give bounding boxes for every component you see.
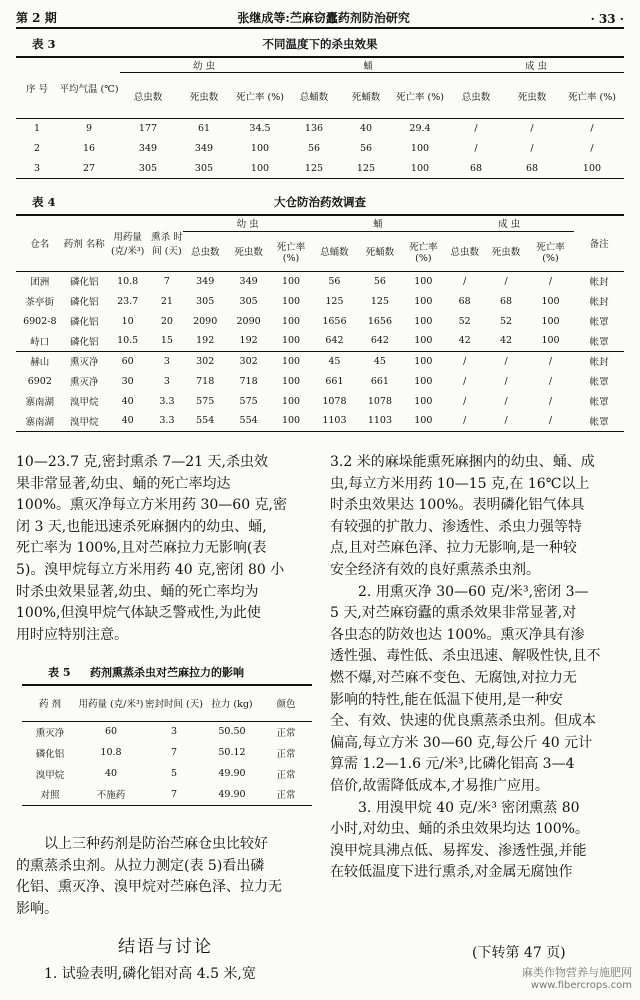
table3-title: 不同温度下的杀虫效果 <box>262 37 378 51</box>
table-cell: 100 <box>281 355 301 367</box>
table-cell: 52 <box>458 315 471 327</box>
table-cell: 10.5 <box>117 335 139 347</box>
table-row <box>16 291 624 311</box>
continued-note: (下转第 47 页) <box>472 945 566 961</box>
table-cell: 575 <box>196 395 215 407</box>
table-cell: 60 <box>121 355 134 367</box>
table3 <box>16 56 624 179</box>
table4-label: 表 4 <box>32 195 56 209</box>
table-cell: 帐罩 <box>589 336 609 348</box>
table-cell: 3 <box>170 726 178 738</box>
table-cell: 302 <box>196 355 215 367</box>
table-cell: 寨南湖 <box>25 416 55 428</box>
table-row <box>22 763 312 784</box>
table-cell: 1103 <box>367 415 392 427</box>
text-line: 燃不爆,对苎麻不变色、无腐蚀,对拉力无 <box>330 669 577 686</box>
t4-h-dead: 死虫数 <box>234 247 263 258</box>
table-cell: 68 <box>469 162 483 174</box>
t3-h-rate3: 死亡率 (%) <box>568 91 616 103</box>
t3-h-dpupa: 死蛹数 <box>351 91 381 103</box>
table-cell: 溴甲烷 <box>69 397 99 408</box>
table-cell: 7 <box>170 747 178 758</box>
table-cell: / <box>504 275 508 287</box>
t3-h-dead2: 死虫数 <box>517 91 547 103</box>
table-cell: 1656 <box>322 315 347 327</box>
table-cell: 349 <box>194 143 214 154</box>
table-cell: 349 <box>138 143 158 154</box>
table-cell: 68 <box>458 295 471 307</box>
text-line: 影响的特性,能在低温下使用,是一种安 <box>330 691 563 708</box>
text-line: 虫,每立方米用药 10—15 克,在 16℃以上 <box>330 475 590 492</box>
table-cell: 192 <box>196 335 215 347</box>
table-cell: 帐罩 <box>589 377 609 388</box>
table-cell: / <box>504 415 508 427</box>
table-cell: 305 <box>194 162 214 174</box>
table-row <box>16 351 624 371</box>
text-line: 小时,对幼虫、蛹的杀虫效果均达 100%。 <box>330 821 589 838</box>
table-cell: 1656 <box>367 315 392 327</box>
text-line: 时杀虫效果显著,幼虫、蛹的死亡率均为 <box>16 583 259 600</box>
table-cell: 642 <box>370 335 389 347</box>
table5 <box>22 684 312 806</box>
running-title: 张继成等:苎麻窃蠹药剂防治研究 <box>237 11 410 25</box>
table-cell: 帐封 <box>589 357 609 369</box>
table-cell: 575 <box>239 395 258 407</box>
table-cell: 帐封 <box>589 297 609 308</box>
text-line: 在较低温度下进行熏杀,对金属无腐蚀作 <box>330 864 573 881</box>
table-cell: 42 <box>500 335 513 347</box>
table-cell: 177 <box>138 123 158 135</box>
table-cell: 正常 <box>276 790 296 802</box>
table-cell: 349 <box>239 275 258 287</box>
table-cell: 正常 <box>276 769 296 781</box>
text-line: 闭 3 天,也能迅速杀死麻捆内的幼虫、蛹, <box>16 518 267 535</box>
table-row <box>16 331 624 351</box>
table-row <box>22 721 312 742</box>
table-cell: 61 <box>197 123 211 135</box>
table-cell: 305 <box>138 162 158 174</box>
table-cell: 6902 <box>27 375 52 387</box>
table-cell: 52 <box>500 315 513 327</box>
text-line: 点,且对苎麻色泽、拉力无影响,是一种较 <box>330 540 577 557</box>
table-cell: / <box>474 143 478 154</box>
table-cell: 554 <box>196 415 215 427</box>
issue-number: 第 2 期 <box>16 11 57 25</box>
table-cell: 21 <box>160 295 173 307</box>
table-row <box>16 119 624 139</box>
table-cell: 7 <box>170 788 178 800</box>
table-cell: 642 <box>325 335 344 347</box>
table-cell: 56 <box>328 275 341 287</box>
table-cell: 赫山 <box>30 357 50 369</box>
t4-h-dpupa: 死蛹数 <box>365 247 395 258</box>
table-cell: / <box>504 395 508 407</box>
text-line: 10—23.7 克,密封熏杀 7—21 天,杀虫效 <box>16 454 268 470</box>
table-cell: 3 <box>163 355 170 367</box>
table-cell: 136 <box>304 123 324 135</box>
table-cell: 68 <box>500 295 513 307</box>
table-cell: 40 <box>359 123 373 135</box>
t4-h-rate: 死亡率 (%) <box>276 241 306 264</box>
table-cell: 溴甲烷 <box>35 769 65 781</box>
table-cell: 718 <box>239 375 258 387</box>
table-cell: / <box>463 355 467 367</box>
table-cell: 100 <box>410 162 430 174</box>
watermark-url: www.fibercrops.com <box>530 980 632 991</box>
page-number: · 33 · <box>590 12 624 26</box>
text-line: 时杀虫效果达 100%。表明磷化铝气体具 <box>330 497 585 514</box>
table-cell: 100 <box>414 275 433 287</box>
table-cell: 661 <box>325 375 344 387</box>
table-cell: / <box>530 143 534 154</box>
table-cell: 45 <box>373 355 386 367</box>
t4-g-pupa: 蛹 <box>312 215 444 231</box>
t3-h-tpupa: 总蛹数 <box>299 91 329 103</box>
text-line: 溴甲烷具沸点低、易挥发、渗透性强,并能 <box>330 842 587 859</box>
table4-title: 大仓防治药效调查 <box>274 195 366 209</box>
table-cell: 团洲 <box>30 277 50 289</box>
table-cell: / <box>590 123 594 135</box>
table-cell: / <box>590 143 594 154</box>
text-line: 有较强的扩散力、渗透性、杀虫力强等特 <box>330 518 582 535</box>
table-cell: 帐罩 <box>589 317 609 328</box>
table-cell: 100 <box>281 395 301 407</box>
running-header <box>16 4 624 26</box>
table-cell: 100 <box>281 295 301 307</box>
table-cell: / <box>504 355 508 367</box>
t3-h-total: 总虫数 <box>133 91 163 103</box>
t3-h-temp: 平均气温 (℃) <box>58 57 120 119</box>
table-cell: 29.4 <box>409 123 431 135</box>
left-column-paragraph-3 <box>16 964 314 986</box>
t5-h-agent: 药 剂 <box>38 699 62 711</box>
table-cell: 34.5 <box>249 123 271 135</box>
text-line: 3. 用溴甲烷 40 克/米³ 密闭熏蒸 80 <box>358 799 580 816</box>
table-cell: 42 <box>458 335 471 347</box>
table-cell: 磷化铝 <box>69 277 99 289</box>
t4-h-time: 熏杀 时间 (天) <box>150 215 183 271</box>
table-row <box>22 784 312 805</box>
table-row <box>16 311 624 331</box>
table-row <box>16 159 624 179</box>
table-cell: 峙口 <box>30 336 50 348</box>
table-cell: 27 <box>82 162 96 174</box>
table-cell: 100 <box>281 315 301 327</box>
t5-h-color: 颜色 <box>276 699 296 711</box>
table-cell: 3 <box>163 375 170 387</box>
table-cell: 100 <box>410 143 430 154</box>
table-cell: 100 <box>281 415 301 427</box>
t4-body-a <box>16 271 624 351</box>
table-cell: 正常 <box>276 748 296 760</box>
table-row <box>16 139 624 159</box>
table-cell: 23.7 <box>117 295 139 307</box>
t3-g-pupa: 蛹 <box>288 57 448 73</box>
table-row <box>16 371 624 391</box>
table-cell: 100 <box>541 295 560 307</box>
table-cell: 305 <box>239 295 258 307</box>
t4-h-rate2: 死亡率 (%) <box>409 241 438 264</box>
table-cell: / <box>548 275 553 287</box>
table-cell: 100 <box>250 143 270 154</box>
text-line: 全、有效、快速的优良熏蒸杀虫剂。但成本 <box>330 713 596 730</box>
text-line: 5 天,对苎麻窃蠹的熏杀效果非常显著,对 <box>330 605 577 622</box>
table-cell: 2 <box>33 143 41 154</box>
table-cell: / <box>548 355 553 367</box>
table-cell: 15 <box>160 335 173 347</box>
table-cell: 100 <box>414 395 433 407</box>
table-cell: 溴甲烷 <box>69 416 99 428</box>
t5-body <box>22 721 312 805</box>
table-cell: 40 <box>121 415 134 427</box>
table-cell: 40 <box>104 768 118 779</box>
table-cell: 100 <box>414 315 433 327</box>
table-cell: / <box>463 395 467 407</box>
table-cell: 50.50 <box>218 726 246 738</box>
t4-h-dead2: 死虫数 <box>491 247 521 258</box>
text-line: 死亡率为 100%,且对苎麻拉力无影响(表 <box>16 540 267 557</box>
table-row <box>16 271 624 291</box>
table5-label: 表 5 <box>48 666 71 679</box>
text-line: 果非常显著,幼虫、蛹的死亡率均达 <box>16 475 231 492</box>
watermark-name: 麻类作物营养与施肥网 <box>522 966 632 979</box>
table-cell: 718 <box>196 375 215 387</box>
table-cell: 68 <box>525 162 539 174</box>
text-line: 2. 用熏灭净 30—60 克/米³,密闭 3— <box>358 583 589 600</box>
table-cell: / <box>548 375 553 387</box>
table-cell: 56 <box>373 275 386 287</box>
text-line: 各虫态的防效也达 100%。熏灭净具有渗 <box>330 626 585 643</box>
t4-h-total: 总虫数 <box>190 247 220 258</box>
t4-body-b <box>16 351 624 431</box>
table-cell: 45 <box>328 355 341 367</box>
t4-g-larva: 幼 虫 <box>183 215 311 231</box>
table-cell: 2090 <box>236 315 261 327</box>
table-cell: 寨南湖 <box>25 397 55 408</box>
table-cell: 熏灭净 <box>69 377 99 388</box>
table-cell: / <box>474 123 478 135</box>
table-row <box>16 391 624 411</box>
left-column-paragraph-2 <box>16 834 314 920</box>
table-cell: 帐罩 <box>589 416 609 428</box>
t4-g-adult: 成 虫 <box>444 215 574 231</box>
table-cell: 磷化铝 <box>35 748 65 760</box>
table-cell: 9 <box>85 123 93 135</box>
t4-h-site: 仓名 <box>16 215 64 271</box>
table-cell: 6902-8 <box>23 315 57 327</box>
table-cell: 磷化铝 <box>69 317 99 328</box>
t4-h-tpupa: 总蛹数 <box>320 247 349 258</box>
table-cell: 帐罩 <box>589 397 609 408</box>
table-cell: 3 <box>33 162 41 174</box>
text-line: 5)。溴甲烷每立方米用药 40 克,密闭 80 小 <box>16 561 285 578</box>
table-cell: 对照 <box>40 790 60 802</box>
table-cell: 10.8 <box>117 275 139 287</box>
table-cell: 10.8 <box>100 747 122 758</box>
text-line: 算需 1.2—1.6 元/米³,比磷化铝高 3—4 <box>330 756 575 773</box>
t3-body <box>16 119 624 179</box>
table-cell: 661 <box>370 375 389 387</box>
t4-h-total2: 总虫数 <box>450 247 479 258</box>
table-cell: 100 <box>281 375 301 387</box>
t4-h-agent: 药剂 名称 <box>64 215 105 271</box>
table-cell: 125 <box>370 295 389 307</box>
table-cell: 100 <box>281 335 301 347</box>
table-cell: 125 <box>356 162 376 174</box>
table-cell: 5 <box>170 768 178 779</box>
header-rule <box>16 27 624 29</box>
text-line: 100%,但溴甲烷气体缺乏警戒性,为此使 <box>16 605 261 622</box>
t3-h-rate2: 死亡率 (%) <box>396 91 444 103</box>
table-cell: / <box>463 375 467 387</box>
t3-h-dead: 死虫数 <box>189 91 219 103</box>
table-cell: 56 <box>359 143 373 154</box>
table-cell: 熏灭净 <box>69 357 99 369</box>
table-cell: 302 <box>239 355 258 367</box>
table-cell: 16 <box>82 143 96 154</box>
table-cell: 3.3 <box>159 415 175 427</box>
table-cell: 不施药 <box>96 790 126 802</box>
table-cell: 100 <box>414 415 433 427</box>
table-cell: 7 <box>163 275 170 287</box>
text-line: 1. 试验表明,磷化铝对高 4.5 米,宽 <box>44 966 256 982</box>
table-cell: 50.12 <box>218 747 246 758</box>
table-cell: 40 <box>121 395 134 407</box>
table-cell: 帐封 <box>589 277 609 289</box>
t4-h-note: 备注 <box>574 215 624 271</box>
text-line: 用时应特别注意。 <box>16 626 128 643</box>
text-line: 的熏蒸杀虫剂。从拉力测定(表 5)看出磷 <box>16 857 265 874</box>
table-cell: 1103 <box>322 415 347 427</box>
table-cell: 2090 <box>193 315 218 327</box>
text-line: 安全经济有效的良好熏蒸杀虫剂。 <box>330 561 540 578</box>
table4 <box>16 214 624 432</box>
table-cell: 100 <box>250 162 270 174</box>
t5-h-time: 密封时间 (天) <box>145 699 203 711</box>
table-cell: 磷化铝 <box>69 297 99 308</box>
table-cell: / <box>463 275 467 287</box>
table-cell: 1 <box>33 123 41 135</box>
text-line: 影响。 <box>16 900 58 917</box>
text-line: 100%。熏灭净每立方米用药 30—60 克,密 <box>16 497 288 514</box>
table-cell: 100 <box>414 375 433 387</box>
table-cell: 100 <box>541 335 560 347</box>
table-cell: 49.90 <box>218 788 246 800</box>
table-cell: 349 <box>196 275 215 287</box>
table-cell: / <box>530 123 534 135</box>
t4-h-dose: 用药量 (克/米³) <box>105 215 150 271</box>
table-cell: 30 <box>121 375 134 387</box>
table-cell: 100 <box>281 275 301 287</box>
table-cell: 49.90 <box>218 768 246 779</box>
table5-title: 药剂熏蒸杀虫对苎麻拉力的影响 <box>90 666 244 679</box>
table-cell: 56 <box>307 143 321 154</box>
table-cell: 60 <box>104 726 118 738</box>
text-line: 以上三种药剂是防治苎麻仓虫比较好 <box>44 836 268 852</box>
table-cell: 磷化铝 <box>69 336 99 348</box>
table-cell: 10 <box>121 315 134 327</box>
table-cell: 100 <box>414 295 433 307</box>
right-column-text <box>330 452 626 884</box>
t3-h-no: 序 号 <box>16 57 58 119</box>
t5-h-dose: 用药量 (克/米³) <box>78 699 144 711</box>
text-line: 化铝、熏灭净、溴甲烷对苎麻色泽、拉力无 <box>16 879 282 896</box>
text-line: 透性强、毒性低、杀虫迅速、解吸性快,且不 <box>330 648 601 665</box>
table-cell: / <box>548 395 553 407</box>
table-cell: 100 <box>582 162 602 174</box>
text-line: 倍价,故需降低成本,才易推广应用。 <box>330 777 549 794</box>
table-cell: 20 <box>160 315 173 327</box>
table-row <box>22 742 312 763</box>
table-row <box>16 411 624 431</box>
table-cell: 1078 <box>367 395 392 407</box>
table-cell: / <box>463 415 467 427</box>
text-line: 偏高,每立方米 30—60 克,每公斤 40 元计 <box>330 734 593 751</box>
text-line: 3.2 米的麻垛能熏死麻捆内的幼虫、蛹、成 <box>330 454 595 470</box>
table-cell: 125 <box>304 162 324 174</box>
table-cell: 熏灭净 <box>35 727 65 739</box>
t3-h-total2: 总虫数 <box>461 91 491 103</box>
table-cell: / <box>548 415 553 427</box>
left-column-paragraph-1 <box>16 452 314 646</box>
table3-label: 表 3 <box>32 37 56 51</box>
table-cell: 茶亭街 <box>25 297 55 308</box>
table-cell: 100 <box>414 335 433 347</box>
table-cell: 554 <box>239 415 258 427</box>
t3-h-rate: 死亡率 (%) <box>236 91 284 103</box>
t3-g-adult: 成 虫 <box>448 57 624 73</box>
table-cell: 305 <box>196 295 215 307</box>
section-title: 结语与讨论 <box>118 937 213 957</box>
table-cell: 3.3 <box>159 395 175 407</box>
table-cell: 正常 <box>276 727 296 739</box>
t3-g-larva: 幼 虫 <box>120 57 288 73</box>
table-cell: 1078 <box>322 395 347 407</box>
t5-h-force: 拉力 (kg) <box>211 699 253 711</box>
table-cell: 100 <box>541 315 560 327</box>
t4-h-rate3: 死亡率 (%) <box>536 241 565 264</box>
table-cell: 192 <box>239 335 258 347</box>
table-cell: / <box>504 375 508 387</box>
table-cell: 100 <box>414 355 433 367</box>
table-cell: 125 <box>325 295 344 307</box>
